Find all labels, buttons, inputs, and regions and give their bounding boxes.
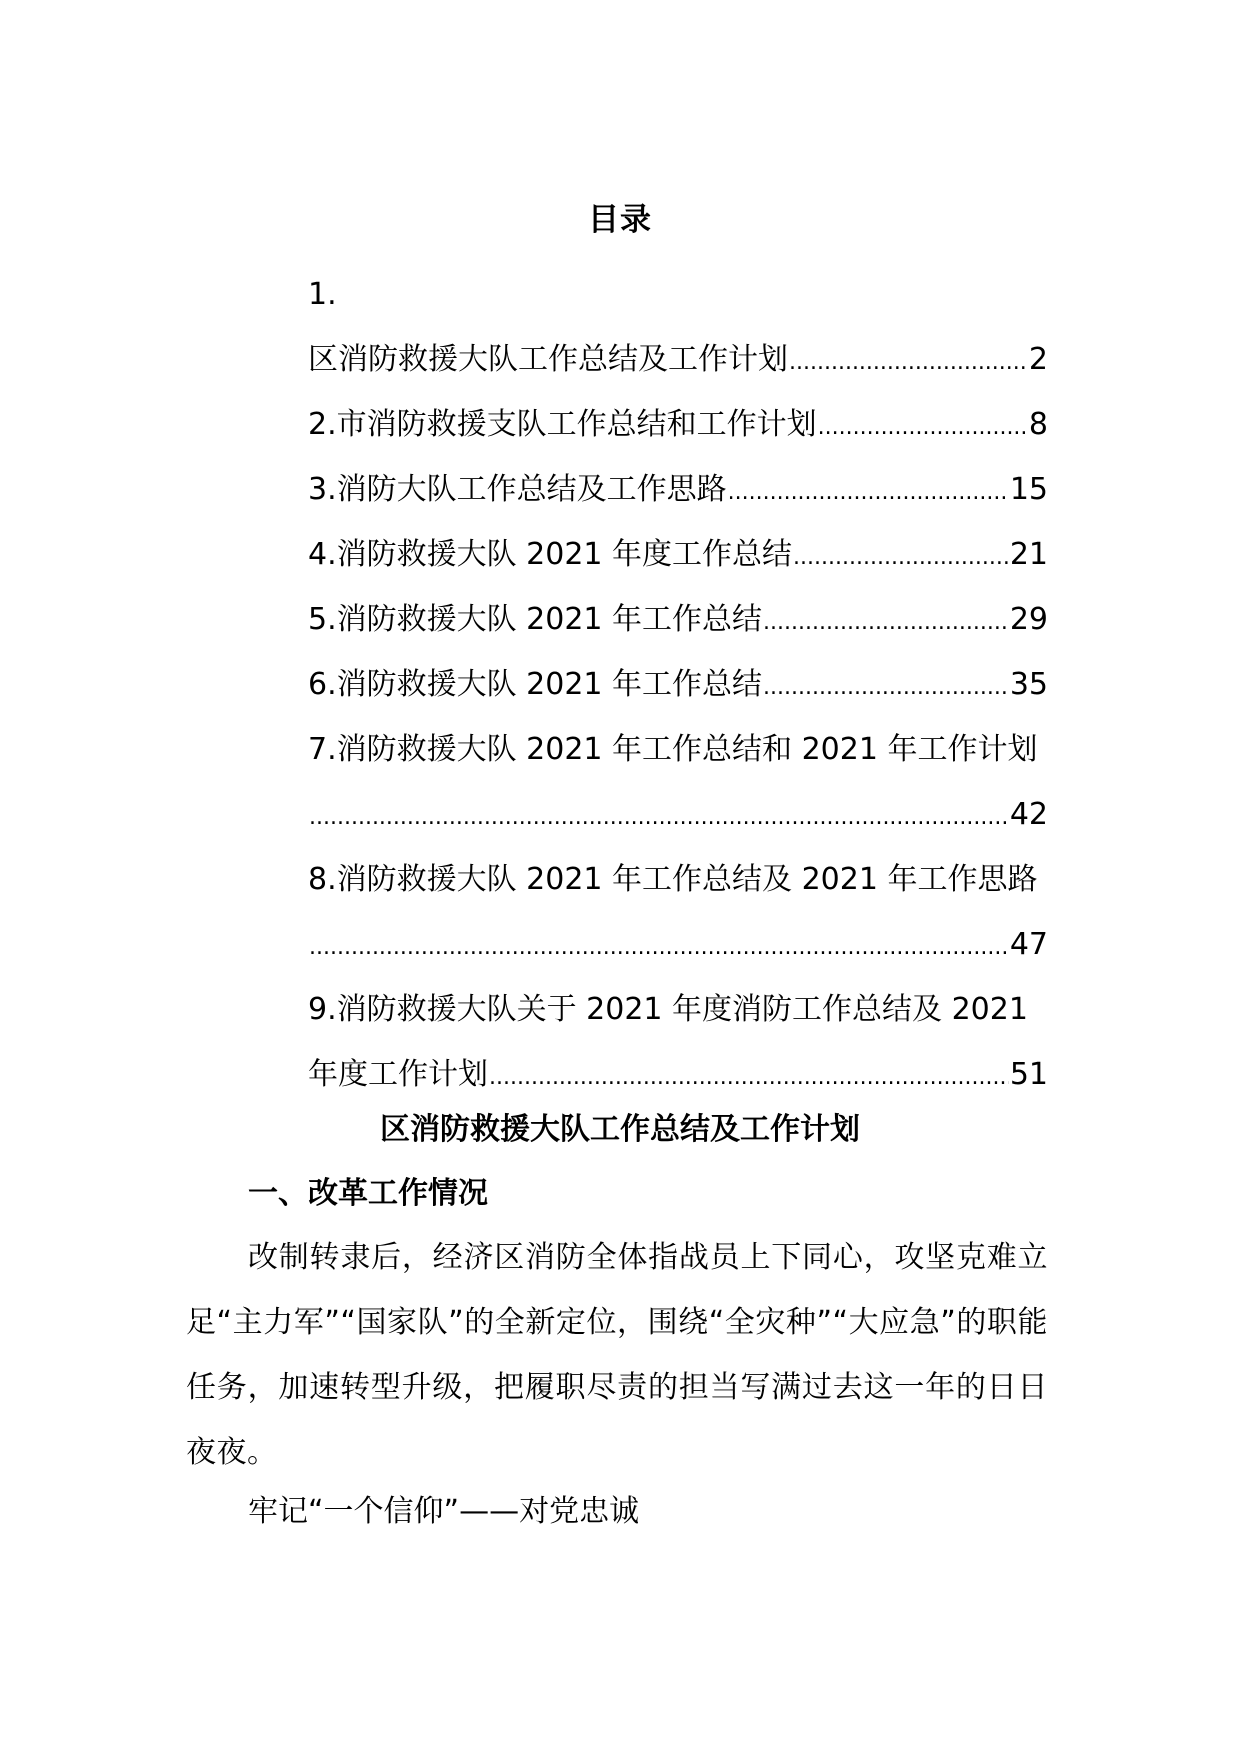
toc-entry-1[interactable] <box>308 327 1048 392</box>
toc-entry-page: 47 <box>1009 927 1048 962</box>
toc-entry-page: 15 <box>1009 472 1048 507</box>
toc-leader-dots <box>763 655 1009 720</box>
toc-entry-title: 区消防救援大队工作总结及工作计划 <box>308 342 788 377</box>
toc-entry-title-line2: 年度工作计划 <box>308 1057 488 1092</box>
toc-entry-9-leader-line <box>308 1042 1048 1107</box>
toc-entry-5[interactable] <box>308 587 1048 652</box>
toc-leader-dots <box>818 395 1028 460</box>
toc-entry-page: 2 <box>1028 342 1048 377</box>
table-of-contents <box>308 262 1048 1107</box>
toc-entry-7-leader-line <box>308 782 1048 847</box>
toc-entry-title: 3.消防大队工作总结及工作思路 <box>308 472 727 507</box>
toc-entry-page: 42 <box>1009 797 1048 832</box>
toc-entry-page: 8 <box>1028 407 1048 442</box>
toc-entry-9[interactable] <box>308 977 1048 1042</box>
toc-entry-number: 1. <box>308 277 337 312</box>
body-paragraph: 改制转隶后，经济区消防全体指战员上下同心，攻坚克难立足“主力军”“国家队”的全新定位，围绕“全灾种”“大应急”的职能任务，加速转型升级，把履职尽责的担当写满过去这一年的日日夜夜。 <box>186 1240 1048 1470</box>
section-heading: 一、改革工作情况 <box>248 1176 488 1211</box>
toc-entry-7[interactable] <box>308 717 1048 782</box>
toc-entry-title: 8.消防救援大队 2021 年工作总结及 2021 年工作思路 <box>308 862 1038 897</box>
toc-entry-title-line1: 9.消防救援大队关于 2021 年度消防工作总结及 2021 <box>308 992 1028 1027</box>
toc-entry-title: 5.消防救援大队 2021 年工作总结 <box>308 602 763 637</box>
toc-leader-dots <box>309 915 1009 980</box>
toc-entry-title: 2.市消防救援支队工作总结和工作计划 <box>308 407 817 442</box>
toc-entry-title: 7.消防救援大队 2021 年工作总结和 2021 年工作计划 <box>308 732 1038 767</box>
toc-entry-3[interactable] <box>308 457 1048 522</box>
toc-entry-page: 29 <box>1009 602 1048 637</box>
toc-leader-dots <box>793 525 1009 590</box>
toc-leader-dots <box>728 460 1009 525</box>
toc-entry-page: 21 <box>1009 537 1048 572</box>
toc-leader-dots <box>763 590 1009 655</box>
toc-entry-8-leader-line <box>308 912 1048 977</box>
document-title: 区消防救援大队工作总结及工作计划 <box>380 1112 860 1147</box>
toc-leader-dots <box>309 785 1009 850</box>
toc-entry-6[interactable] <box>308 652 1048 717</box>
toc-entry-1-number-line <box>308 262 1048 327</box>
toc-leader-dots <box>489 1045 1009 1110</box>
toc-entry-8[interactable] <box>308 847 1048 912</box>
toc-title: 目录 <box>588 202 652 238</box>
toc-leader-dots <box>789 330 1028 395</box>
toc-entry-page: 35 <box>1009 667 1048 702</box>
toc-entry-page: 51 <box>1009 1057 1048 1092</box>
toc-entry-2[interactable] <box>308 392 1048 457</box>
toc-entry-title: 6.消防救援大队 2021 年工作总结 <box>308 667 763 702</box>
toc-entry-4[interactable] <box>308 522 1048 587</box>
body-line: 牢记“一个信仰”——对党忠诚 <box>248 1494 640 1529</box>
toc-entry-title: 4.消防救援大队 2021 年度工作总结 <box>308 537 793 572</box>
